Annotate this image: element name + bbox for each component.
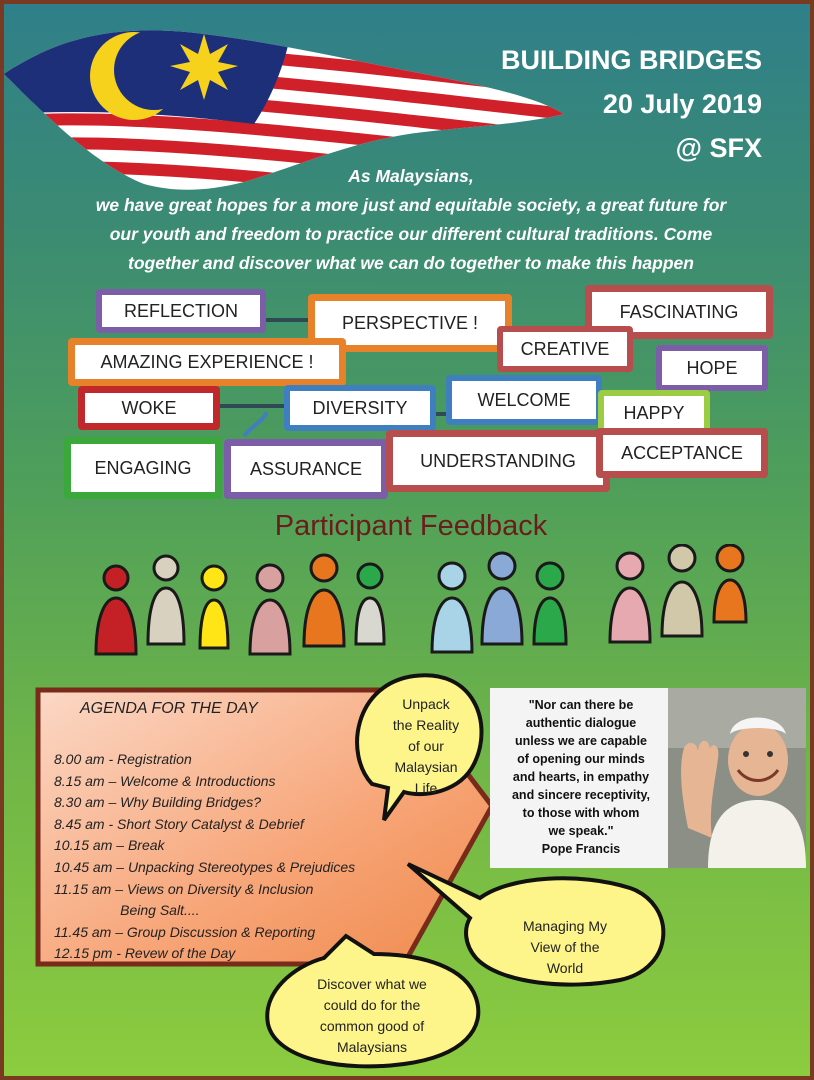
intro-line: together and discover what we can do together to make this happen [128, 253, 694, 273]
event-venue: @ SFX [675, 133, 762, 163]
feedback-bubble-understanding: UNDERSTANDING [386, 430, 610, 492]
speech-text-unpack: Unpack the Reality of our Malaysian Life [392, 696, 460, 796]
person-icon [304, 555, 344, 646]
intro-line: As Malaysians, [348, 166, 474, 186]
feedback-bubble-hope: HOPE [656, 345, 768, 391]
people-figures [86, 544, 766, 664]
feedback-bubble-woke: WOKE [78, 386, 220, 430]
person-icon [662, 545, 702, 636]
person-icon [148, 556, 184, 644]
speech-text-managing: Managing My View of the World [522, 918, 608, 976]
person-icon [250, 565, 290, 654]
quote-author: Pope Francis [541, 842, 621, 856]
person-icon [534, 563, 566, 644]
agenda-item: Being Salt.... [54, 902, 200, 919]
agenda-item: 10.15 am – Break [54, 837, 165, 854]
quote-text: "Nor can there be authentic dialogue unless we are capable of opening our minds and hearts, in empathy and sincere receptivity, to those with whom we speak." Pope Francis [491, 696, 671, 858]
agenda-item: 11.45 am – Group Discussion & Reporting [54, 923, 316, 940]
agenda-item: 12.15 pm - Revew of the Day [54, 945, 236, 962]
feedback-bubble-amazing-experience: AMAZING EXPERIENCE ! [68, 338, 346, 386]
feedback-bubble-perspective: PERSPECTIVE ! [308, 294, 512, 352]
feedback-bubble-diversity: DIVERSITY [284, 385, 436, 431]
feedback-bubble-happy: HAPPY [598, 390, 710, 436]
feedback-bubble-reflection: REFLECTION [96, 289, 266, 333]
person-icon [610, 553, 650, 642]
agenda-item: 10.45 am – Unpacking Stereotypes & Prejudices [54, 858, 356, 875]
person-icon [432, 563, 472, 652]
feedback-bubble-assurance: ASSURANCE [224, 439, 388, 499]
agenda-title: AGENDA FOR THE DAY [80, 700, 258, 717]
person-icon [714, 545, 746, 622]
agenda-item: 8.00 am - Registration [54, 751, 192, 767]
person-icon [200, 566, 228, 648]
event-date: 20 July 2019 [602, 89, 762, 119]
agenda-item: 11.15 am – Views on Diversity & Inclusion [54, 880, 314, 897]
feedback-heading: Participant Feedback [274, 510, 548, 542]
feedback-bubble-fascinating: FASCINATING [585, 285, 773, 339]
intro-line: we have great hopes for a more just and equitable society, a great future for [95, 195, 727, 215]
feedback-bubble-welcome: WELCOME [446, 375, 602, 425]
feedback-bubble-acceptance: ACCEPTANCE [596, 428, 768, 478]
event-title: BUILDING BRIDGES [500, 45, 762, 75]
intro-line: our youth and freedom to practice our different cultural traditions. Come [109, 224, 713, 244]
person-icon [356, 564, 384, 644]
person-icon [96, 566, 136, 654]
agenda-item: 8.30 am – Why Building Bridges? [54, 794, 261, 811]
person-icon [482, 553, 522, 644]
agenda-item: 8.45 am - Short Story Catalyst & Debrief [54, 815, 304, 832]
pope-photo [668, 688, 806, 868]
speech-text-discover: Discover what we could do for the common good of Malaysians [317, 976, 427, 1055]
agenda-item: 8.15 am – Welcome & Introductions [54, 772, 276, 789]
feedback-bubble-engaging: ENGAGING [64, 437, 222, 499]
feedback-bubble-creative: CREATIVE [497, 326, 633, 372]
